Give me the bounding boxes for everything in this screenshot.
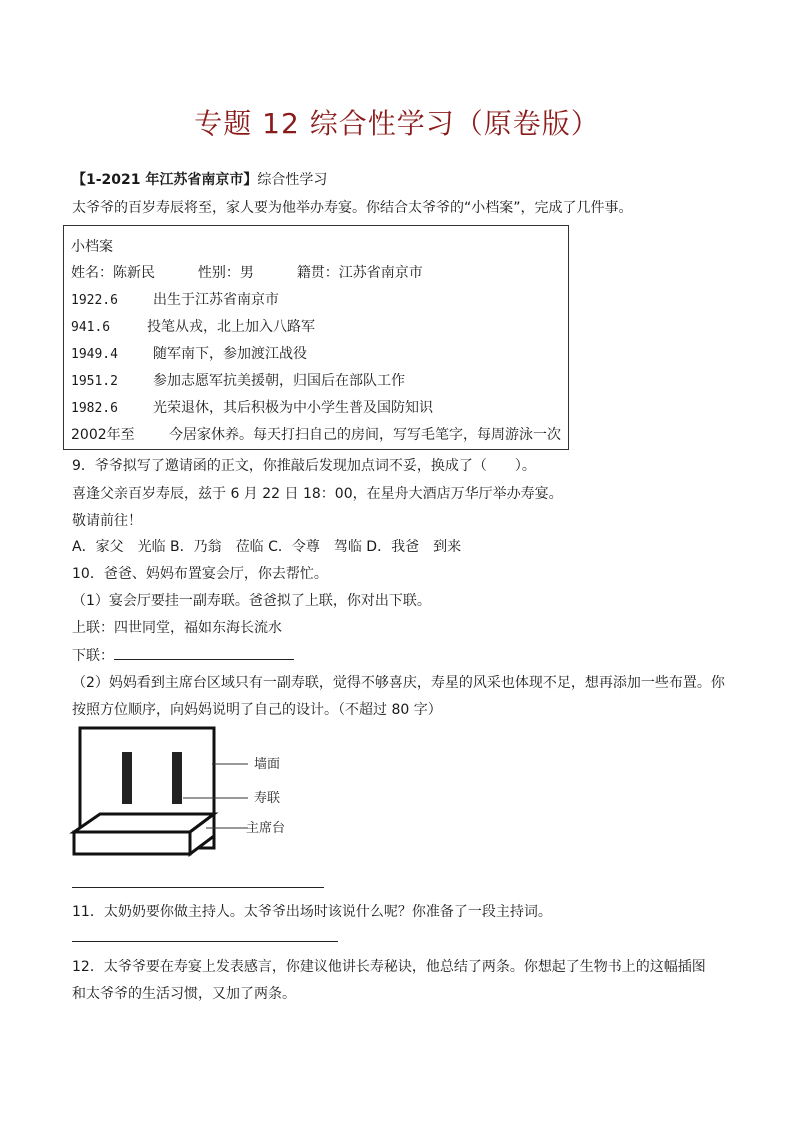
q10-lower-couplet: [72, 645, 294, 666]
q10-part-2-line-1: （2）妈妈看到主席台区域只有一副寿联，觉得不够喜庆，寿星的风采也体现不足，想再添加一些布置。你: [72, 675, 725, 691]
event-date: 1951.2: [71, 374, 118, 389]
event-text: 今居家休养。每天打扫自己的房间，写写毛笔字，每周游泳一次: [169, 427, 561, 443]
profile-event: [71, 370, 405, 390]
profile-hometown: 籍贯：江苏省南京市: [296, 265, 423, 281]
event-date: 941.6: [71, 320, 111, 335]
source-label: 综合性学习: [257, 172, 328, 188]
event-date: 1922.6: [71, 293, 118, 308]
right-couplet: [172, 752, 182, 804]
q9-options: A．家父 光临 B．乃翁 莅临 C．令尊 驾临 D．我爸 到来: [72, 539, 462, 555]
profile-event: [71, 424, 561, 444]
page-title: 专题 12 综合性学习（原卷版）: [194, 107, 600, 140]
profile-event: [71, 343, 307, 363]
profile-gender: 性别：男: [197, 265, 254, 281]
question-source: [72, 170, 327, 190]
profile-basic-info: [71, 262, 423, 282]
q10-part-1: （1）宴会厅要挂一副寿联。爸爸拟了上联，你对出下联。: [72, 593, 431, 609]
profile-heading: 小档案: [71, 239, 113, 255]
q12-line-2: 和太爷爷的生活习惯，又加了两条。: [72, 986, 296, 1002]
event-text: 出生于江苏省南京市: [153, 292, 279, 308]
event-text: 光荣退休，其后积极为中小学生普及国防知识: [153, 400, 433, 416]
event-date: 1982.6: [71, 401, 118, 416]
stage-layout-figure: [66, 726, 296, 866]
q9-letter-line-1: 喜逢父亲百岁寿辰，兹于 6 月 22 日 18：00，在星舟大酒店万华厅举办寿宴。: [72, 486, 563, 502]
q11-answer-line[interactable]: [72, 941, 338, 942]
profile-event: [71, 289, 279, 309]
q9-stem: 9．爷爷拟写了邀请函的正文，你推敲后发现加点词不妥，换成了（ ）。: [72, 458, 536, 474]
wall-label: 墙面: [254, 757, 281, 772]
q9-letter-line-2: 敬请前往！: [72, 513, 142, 529]
event-date: 1949.4: [71, 347, 118, 362]
event-text: 投笔从戎，北上加入八路军: [147, 319, 315, 335]
lower-couplet-label: 下联：: [72, 648, 114, 664]
event-date: 2002年至: [71, 427, 135, 443]
couplet-label: 寿联: [254, 791, 281, 806]
q10-upper-couplet: 上联：四世同堂，福如东海长流水: [72, 620, 282, 636]
q10-part-2-answer-line[interactable]: [72, 887, 324, 888]
event-text: 参加志愿军抗美援朝，归国后在部队工作: [153, 373, 405, 389]
stage-label: 主席台: [246, 821, 286, 836]
profile-event: [71, 397, 433, 417]
lower-couplet-answer-blank[interactable]: [114, 645, 294, 660]
source-tag: 【1-2021 年江苏省南京市】: [72, 172, 258, 188]
q12-line-1: 12．太爷爷要在寿宴上发表感言，你建议他讲长寿秘诀，他总结了两条。你想起了生物书上的这幅插图: [72, 959, 706, 975]
q10-stem: 10．爸爸、妈妈布置宴会厅，你去帮忙。: [72, 566, 328, 582]
intro-text: 太爷爷的百岁寿辰将至，家人要为他举办寿宴。你结合太爷爷的“小档案”，完成了几件事。: [72, 200, 633, 216]
profile-box: [63, 225, 569, 450]
profile-event: [71, 316, 315, 336]
stage-front: [74, 832, 190, 854]
profile-name: 姓名：陈新民: [71, 265, 155, 281]
q11-stem: 11．太奶奶要你做主持人。太爷爷出场时该说什么呢？你准备了一段主持词。: [72, 904, 552, 920]
event-text: 随军南下，参加渡江战役: [153, 346, 307, 362]
left-couplet: [122, 752, 132, 804]
q10-part-2-line-2: 按照方位顺序，向妈妈说明了自己的设计。（不超过 80 字）: [72, 702, 442, 718]
